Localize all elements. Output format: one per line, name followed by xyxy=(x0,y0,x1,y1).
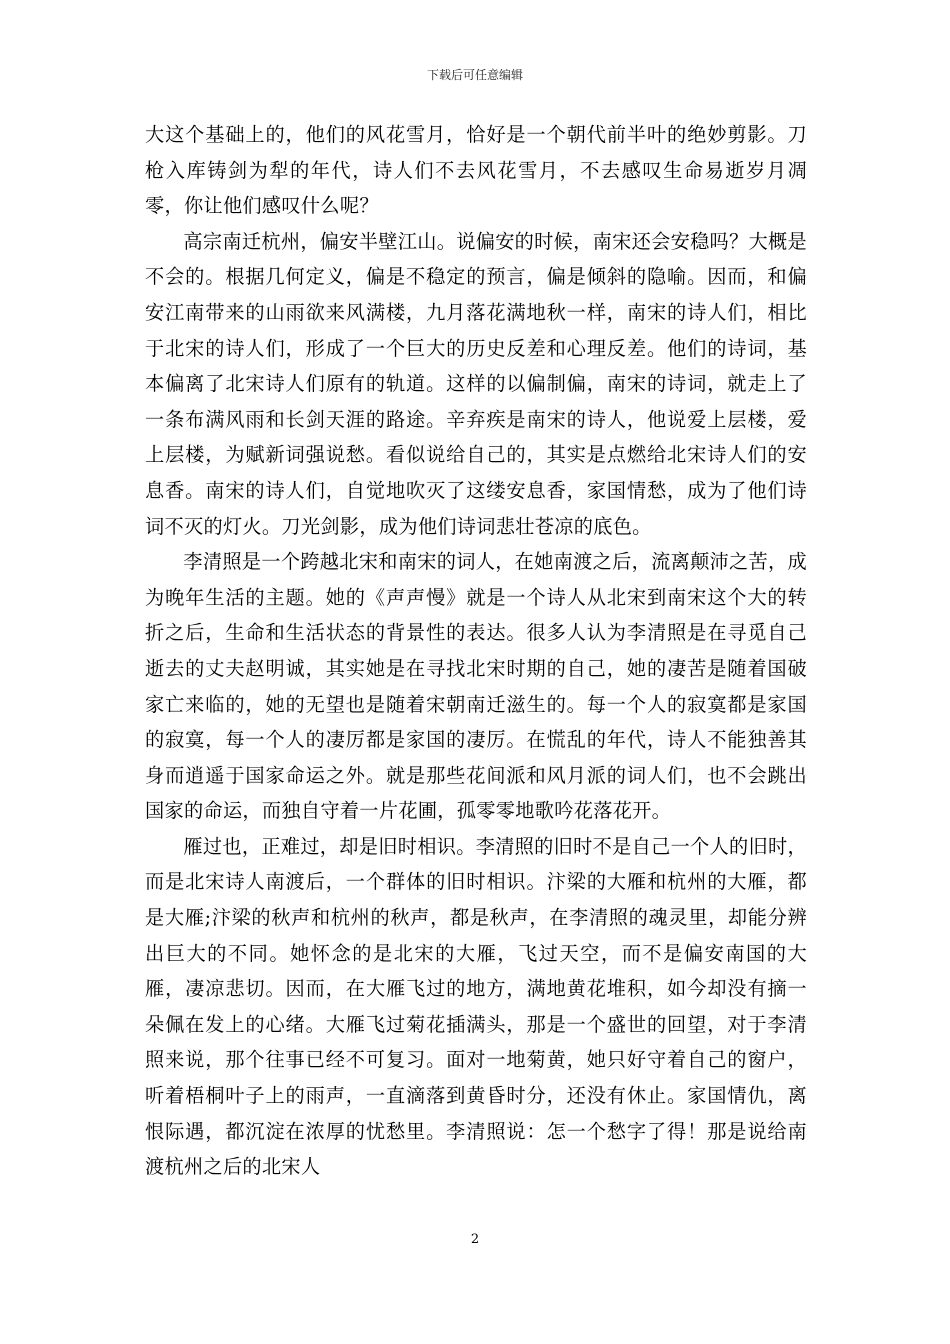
paragraph-li-qingzhao: 李清照是一个跨越北宋和南宋的词人，在她南渡之后，流离颠沛之苦，成为晚年生活的主题。她的《声声慢》就是一个诗人从北宋到南宋这个大的转折之后，生命和生活状态的背景性的表达。很多人认为李清照是在寻觅自己逝去的丈夫赵明诚，其实她是在寻找北宋时期的自己，她的凄苦是随着国破家亡来临的，她的无望也是随着宋朝南迁滋生的。每一个人的寂寞都是家国的寂寞，每一个人的凄厉都是家国的凄厉。在慌乱的年代，诗人不能独善其身而逍遥于国家命运之外。就是那些花间派和风月派的词人们，也不会跳出国家的命运，而独自守着一片花圃，孤零零地歌吟花落花开。 xyxy=(145,550,807,823)
page-header: 下载后可任意编辑 xyxy=(426,68,523,82)
paragraph-continued: 大这个基础上的，他们的风花雪月，恰好是一个朝代前半叶的绝妙剪影。刀枪入库铸剑为犁的年代，诗人们不去风花雪月，不去感叹生命易逝岁月凋零，你让他们感叹什么呢？ xyxy=(145,123,807,218)
paragraph-wild-geese: 雁过也，正难过，却是旧时相识。李清照的旧时不是自己一个人的旧时，而是北宋诗人南渡后，一个群体的旧时相识。汴梁的大雁和杭州的大雁，都是大雁;汴梁的秋声和杭州的秋声，都是秋声，在李清照的魂灵里，却能分辨出巨大的不同。她怀念的是北宋的大雁，飞过天空，而不是偏安南国的大雁，凄凉悲切。因而，在大雁飞过的地方，满地黄花堆积，如今却没有摘一朵佩在发上的心绪。大雁飞过菊花插满头，那是一个盛世的回望，对于李清照来说，那个往事已经不可复习。面对一地菊黄，她只好守着自己的窗户，听着梧桐叶子上的雨声，一直滴落到黄昏时分，还没有休止。家国情仇，离恨际遇，都沉淀在浓厚的忧愁里。李清照说：怎一个愁字了得！那是说给南渡杭州之后的北宋人 xyxy=(145,834,807,1179)
page-number: 2 xyxy=(470,1232,480,1247)
document-body xyxy=(145,117,807,1185)
paragraph-southern-song: 高宗南迁杭州，偏安半壁江山。说偏安的时候，南宋还会安稳吗？大概是不会的。根据几何定义，偏是不稳定的预言，偏是倾斜的隐喻。因而，和偏安江南带来的山雨欲来风满楼，九月落花满地秋一样，南宋的诗人们，相比于北宋的诗人们，形成了一个巨大的历史反差和心理反差。他们的诗词，基本偏离了北宋诗人们原有的轨道。这样的以偏制偏，南宋的诗词，就走上了一条布满风雨和长剑天涯的路途。辛弃疾是南宋的诗人，他说爱上层楼，爱上层楼，为赋新词强说愁。看似说给自己的，其实是点燃给北宋诗人们的安息香。南宋的诗人们，自觉地吹灭了这缕安息香，家国情愁，成为了他们诗词不灭的灯火。刀光剑影，成为他们诗词悲壮苍凉的底色。 xyxy=(145,229,807,538)
